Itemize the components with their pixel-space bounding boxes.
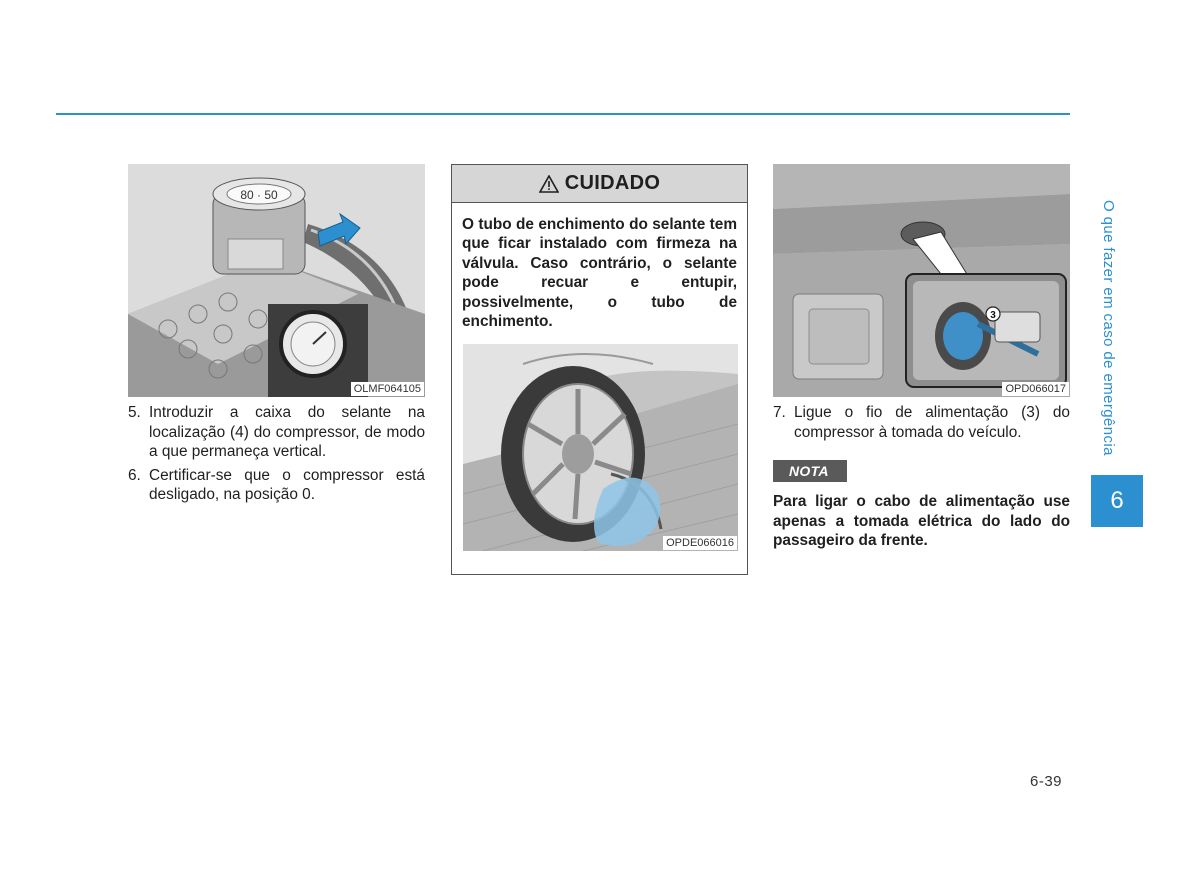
figure-code: OPD066017 <box>1002 382 1069 396</box>
note-text: Para ligar o cabo de alimentação use apenas a tomada elétrica do lado do passageiro da frente. <box>773 493 1070 549</box>
caution-box <box>451 164 748 575</box>
step-item <box>128 466 425 505</box>
compressor-drawing <box>128 164 425 397</box>
chapter-number: 6 <box>1110 487 1124 514</box>
top-rule <box>56 113 1070 115</box>
step-item <box>128 403 425 462</box>
step-number: 7. <box>773 404 786 421</box>
step-number: 6. <box>128 466 141 484</box>
caution-text: O tubo de enchimento do selante tem que ficar instalado com firmeza na válvula. Caso contrário, o selante pode recuar e entupir, possivelmente, o tubo de enchimento. <box>462 216 737 331</box>
step-text: Introduzir a caixa do selante na localização (4) do compressor, de modo a que permaneça vertical. <box>149 404 425 460</box>
callout-number: 3 <box>990 310 996 321</box>
caution-title: CUIDADO <box>564 172 661 194</box>
warning-triangle-icon <box>539 175 559 193</box>
left-column <box>128 164 425 509</box>
steps-list <box>128 403 425 505</box>
step-item <box>773 403 1070 442</box>
page-number: 6-39 <box>1030 773 1063 790</box>
section-title-vertical <box>1097 200 1121 470</box>
caution-header <box>452 165 747 203</box>
figure-code: OLMF064105 <box>351 382 424 396</box>
compressor-illustration <box>128 164 425 397</box>
figure-code: OPDE066016 <box>663 536 737 550</box>
step-number: 5. <box>128 404 141 421</box>
chapter-tab <box>1091 475 1143 527</box>
section-title: O que fazer em caso de emergência <box>1100 200 1117 456</box>
socket-drawing <box>773 164 1070 397</box>
note-label: NOTA <box>773 460 847 482</box>
step-text: Certificar-se que o compressor está desligado, na posição 0. <box>149 466 425 503</box>
right-column <box>773 164 1070 551</box>
steps-list <box>773 403 1070 442</box>
step-text: Ligue o fio de alimentação (3) do compressor à tomada do veículo. <box>794 404 1070 441</box>
tire-sealant-illustration <box>463 344 738 551</box>
svg-text:80 · 50: 80 · 50 <box>240 188 278 202</box>
tire-drawing <box>463 344 738 551</box>
power-socket-illustration <box>773 164 1070 397</box>
